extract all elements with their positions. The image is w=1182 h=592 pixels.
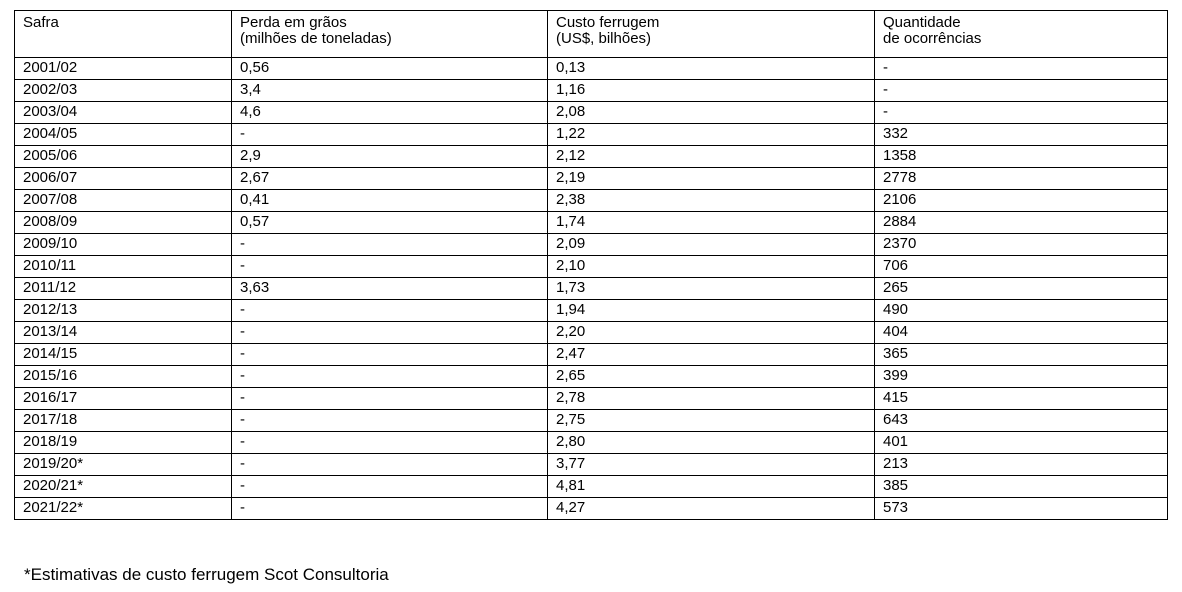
cell-safra: 2010/11 — [15, 256, 232, 278]
table-row — [15, 322, 1168, 344]
cell-safra: 2012/13 — [15, 300, 232, 322]
cell-custo-ferrugem: 2,12 — [548, 146, 875, 168]
header-quantidade-line-1: Quantidade — [883, 14, 961, 31]
cell-custo-ferrugem: 0,13 — [548, 58, 875, 80]
cell-quantidade: 404 — [875, 322, 1168, 344]
cell-safra: 2004/05 — [15, 124, 232, 146]
cell-custo-ferrugem: 2,08 — [548, 102, 875, 124]
header-perda-graos-line-1: Perda em grãos — [240, 14, 347, 31]
cell-safra: 2008/09 — [15, 212, 232, 234]
cell-quantidade: - — [875, 80, 1168, 102]
header-perda-graos-line-2: (milhões de toneladas) — [240, 30, 392, 47]
table-row — [15, 476, 1168, 498]
cell-quantidade: 415 — [875, 388, 1168, 410]
cell-custo-ferrugem: 2,75 — [548, 410, 875, 432]
cell-perda-graos: - — [232, 300, 548, 322]
cell-safra: 2014/15 — [15, 344, 232, 366]
cell-safra: 2011/12 — [15, 278, 232, 300]
table-row — [15, 256, 1168, 278]
cell-quantidade: 2884 — [875, 212, 1168, 234]
cell-perda-graos: - — [232, 432, 548, 454]
cell-safra: 2006/07 — [15, 168, 232, 190]
cell-custo-ferrugem: 2,09 — [548, 234, 875, 256]
cell-perda-graos: - — [232, 498, 548, 520]
cell-custo-ferrugem: 2,47 — [548, 344, 875, 366]
cell-quantidade: 385 — [875, 476, 1168, 498]
cell-perda-graos: 2,67 — [232, 168, 548, 190]
rust-data-table — [14, 10, 1168, 520]
cell-perda-graos: - — [232, 234, 548, 256]
cell-quantidade: 643 — [875, 410, 1168, 432]
cell-perda-graos: - — [232, 256, 548, 278]
table-row — [15, 146, 1168, 168]
header-custo-ferrugem-line-1: Custo ferrugem — [556, 14, 660, 31]
cell-quantidade: - — [875, 58, 1168, 80]
cell-quantidade: 401 — [875, 432, 1168, 454]
cell-quantidade: 1358 — [875, 146, 1168, 168]
table-body — [15, 58, 1168, 520]
cell-perda-graos: 3,63 — [232, 278, 548, 300]
cell-safra: 2005/06 — [15, 146, 232, 168]
cell-quantidade: 399 — [875, 366, 1168, 388]
cell-safra: 2019/20* — [15, 454, 232, 476]
cell-perda-graos: - — [232, 124, 548, 146]
cell-perda-graos: 0,56 — [232, 58, 548, 80]
cell-perda-graos: - — [232, 454, 548, 476]
header-perda-graos — [232, 11, 548, 58]
cell-safra: 2001/02 — [15, 58, 232, 80]
cell-custo-ferrugem: 2,10 — [548, 256, 875, 278]
cell-safra: 2018/19 — [15, 432, 232, 454]
cell-custo-ferrugem: 4,27 — [548, 498, 875, 520]
table-row — [15, 498, 1168, 520]
cell-quantidade: 332 — [875, 124, 1168, 146]
cell-perda-graos: - — [232, 410, 548, 432]
table-row — [15, 190, 1168, 212]
header-row — [15, 11, 1168, 58]
header-custo-ferrugem — [548, 11, 875, 58]
cell-custo-ferrugem: 2,65 — [548, 366, 875, 388]
cell-perda-graos: - — [232, 476, 548, 498]
cell-perda-graos: 3,4 — [232, 80, 548, 102]
cell-quantidade: 490 — [875, 300, 1168, 322]
table-row — [15, 168, 1168, 190]
cell-perda-graos: - — [232, 322, 548, 344]
table-row — [15, 124, 1168, 146]
cell-custo-ferrugem: 1,73 — [548, 278, 875, 300]
cell-custo-ferrugem: 1,16 — [548, 80, 875, 102]
table-row — [15, 80, 1168, 102]
cell-safra: 2013/14 — [15, 322, 232, 344]
table-row — [15, 58, 1168, 80]
cell-custo-ferrugem: 2,80 — [548, 432, 875, 454]
cell-custo-ferrugem: 1,74 — [548, 212, 875, 234]
table-row — [15, 388, 1168, 410]
cell-safra: 2009/10 — [15, 234, 232, 256]
table-row — [15, 102, 1168, 124]
header-quantidade-ocorrencias — [875, 11, 1168, 58]
cell-quantidade: 265 — [875, 278, 1168, 300]
cell-quantidade: 2106 — [875, 190, 1168, 212]
cell-custo-ferrugem: 3,77 — [548, 454, 875, 476]
cell-custo-ferrugem: 1,94 — [548, 300, 875, 322]
table-row — [15, 410, 1168, 432]
table-row — [15, 234, 1168, 256]
table-row — [15, 300, 1168, 322]
footnote: *Estimativas de custo ferrugem Scot Consultoria — [24, 565, 389, 584]
cell-quantidade: 706 — [875, 256, 1168, 278]
table-row — [15, 344, 1168, 366]
table-row — [15, 454, 1168, 476]
table-row — [15, 432, 1168, 454]
cell-perda-graos: - — [232, 366, 548, 388]
cell-safra: 2016/17 — [15, 388, 232, 410]
cell-quantidade: 365 — [875, 344, 1168, 366]
cell-safra: 2020/21* — [15, 476, 232, 498]
cell-custo-ferrugem: 2,78 — [548, 388, 875, 410]
header-safra — [15, 11, 232, 58]
cell-quantidade: 2370 — [875, 234, 1168, 256]
cell-custo-ferrugem: 2,38 — [548, 190, 875, 212]
header-safra-line: Safra — [23, 14, 59, 31]
cell-quantidade: 213 — [875, 454, 1168, 476]
header-quantidade-line-2: de ocorrências — [883, 30, 982, 47]
header-custo-ferrugem-line-2: (US$, bilhões) — [556, 30, 652, 47]
cell-safra: 2015/16 — [15, 366, 232, 388]
cell-perda-graos: 2,9 — [232, 146, 548, 168]
cell-safra: 2003/04 — [15, 102, 232, 124]
cell-quantidade: - — [875, 102, 1168, 124]
cell-safra: 2017/18 — [15, 410, 232, 432]
cell-safra: 2007/08 — [15, 190, 232, 212]
cell-quantidade: 2778 — [875, 168, 1168, 190]
cell-custo-ferrugem: 2,20 — [548, 322, 875, 344]
cell-safra: 2002/03 — [15, 80, 232, 102]
cell-custo-ferrugem: 2,19 — [548, 168, 875, 190]
cell-perda-graos: 0,57 — [232, 212, 548, 234]
cell-perda-graos: 0,41 — [232, 190, 548, 212]
cell-custo-ferrugem: 1,22 — [548, 124, 875, 146]
table-row — [15, 366, 1168, 388]
cell-custo-ferrugem: 4,81 — [548, 476, 875, 498]
table-row — [15, 212, 1168, 234]
cell-perda-graos: - — [232, 388, 548, 410]
table-row — [15, 278, 1168, 300]
table-header — [15, 11, 1168, 58]
cell-perda-graos: 4,6 — [232, 102, 548, 124]
cell-quantidade: 573 — [875, 498, 1168, 520]
cell-perda-graos: - — [232, 344, 548, 366]
cell-safra: 2021/22* — [15, 498, 232, 520]
